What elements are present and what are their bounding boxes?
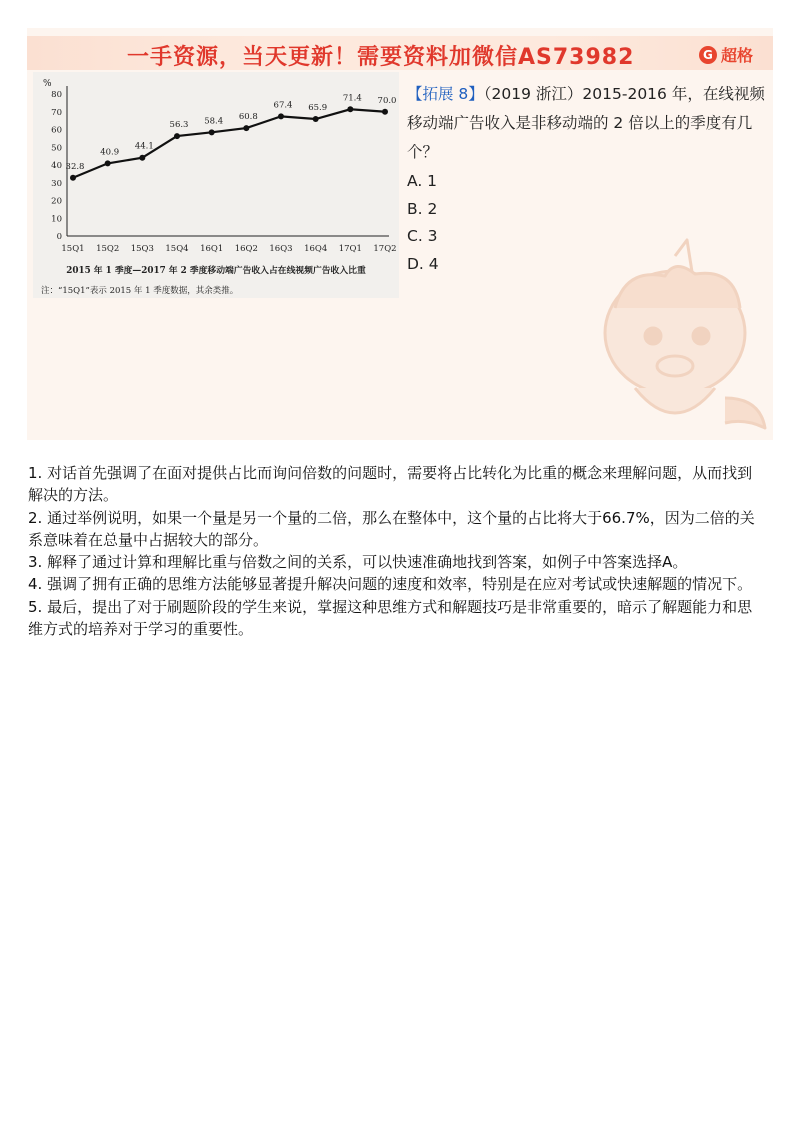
x-tick-label: 16Q2 (234, 244, 258, 254)
data-label: 44.1 (134, 141, 154, 152)
data-point (382, 109, 388, 115)
summary-item: 1. 对话首先强调了在面对提供占比而询问倍数的问题时，需要将占比转化为比重的概念来理解问题，从而找到解决的方法。 (28, 464, 753, 505)
question-panel (27, 28, 773, 440)
y-tick-label: 20 (51, 196, 62, 207)
line-chart (33, 72, 399, 298)
data-point (209, 129, 215, 135)
data-label: 65.9 (308, 103, 328, 114)
data-label: 32.8 (65, 161, 85, 172)
y-axis-unit: % (43, 79, 52, 89)
data-label: 40.9 (100, 147, 120, 158)
series-line (73, 109, 385, 178)
data-point (347, 106, 353, 112)
data-point (139, 155, 145, 161)
banner-text: 一手资源，当天更新！需要资料加微信AS73982 (127, 45, 635, 70)
data-label: 71.4 (342, 93, 362, 104)
brand-g-icon: G (699, 46, 717, 64)
data-label: 56.3 (169, 120, 189, 131)
data-point (278, 113, 284, 119)
x-tick-label: 17Q1 (338, 244, 362, 254)
summary-item: 4. 强调了拥有正确的思维方法能够显著提升解决问题的速度和效率，特别是在应对考试或快速解题的情况下。 (28, 575, 753, 594)
x-tick-label: 15Q4 (165, 244, 189, 254)
y-tick-label: 10 (51, 214, 62, 225)
y-tick-label: 30 (51, 178, 62, 189)
question-tag: 【拓展 8】 (407, 85, 484, 103)
mascot-watermark-icon (575, 238, 771, 438)
answer-options (407, 168, 439, 278)
brand-name: 超格 (720, 46, 753, 65)
data-point (174, 133, 180, 139)
x-tick-label: 15Q3 (130, 244, 154, 254)
summary-item: 2. 通过举例说明，如果一个量是另一个量的二倍，那么在整体中，这个量的占比将大于66.7%，因为二倍的关系意味着在总量中占据较大的部分。 (28, 508, 755, 549)
x-tick-label: 15Q1 (61, 244, 85, 254)
question-text (407, 80, 767, 167)
data-label: 60.8 (238, 112, 258, 123)
data-label: 67.4 (273, 100, 293, 111)
y-tick-label: 50 (51, 143, 62, 154)
x-tick-label: 16Q3 (269, 244, 293, 254)
option-c[interactable]: C. 3 (407, 227, 438, 245)
y-tick-label: 0 (56, 232, 62, 242)
data-point (313, 116, 319, 122)
brand-logo (699, 43, 753, 66)
option-a[interactable]: A. 1 (407, 172, 438, 190)
summary-item: 3. 解释了通过计算和理解比重与倍数之间的关系，可以快速准确地找到答案，如例子中答案选择A。 (28, 553, 688, 572)
summary-list (28, 462, 764, 640)
x-tick-label: 16Q1 (200, 244, 224, 254)
chart-note: 注：“15Q1”表示 2015 年 1 季度数据，其余类推。 (41, 286, 239, 296)
option-d[interactable]: D. 4 (407, 254, 439, 273)
summary-item: 5. 最后，提出了对于刷题阶段的学生来说，掌握这种思维方式和解题技巧是非常重要的，暗示了解题能力和思维方式的培养对于学习的重要性。 (28, 597, 753, 639)
y-tick-label: 80 (51, 90, 62, 100)
y-tick-label: 70 (51, 107, 62, 118)
chart-caption: 2015 年 1 季度—2017 年 2 季度移动端广告收入占在线视频广告收入比重 (66, 266, 366, 276)
y-tick-label: 60 (51, 125, 62, 136)
data-point (105, 160, 111, 166)
x-tick-label: 17Q2 (373, 244, 397, 254)
promo-banner (27, 36, 773, 70)
x-tick-label: 16Q4 (304, 244, 328, 254)
question-body: （2019 浙江）2015-2016 年，在线视频移动端广告收入是非移动端的 2 倍以上的季度有几个？ (407, 85, 765, 161)
data-point (70, 175, 76, 181)
data-label: 70.0 (377, 95, 397, 106)
x-tick-label: 15Q2 (96, 244, 120, 254)
data-point (243, 125, 249, 131)
y-tick-label: 40 (51, 161, 62, 171)
chart-card (33, 72, 399, 298)
option-b[interactable]: B. 2 (407, 199, 438, 218)
data-label: 58.4 (204, 116, 224, 127)
